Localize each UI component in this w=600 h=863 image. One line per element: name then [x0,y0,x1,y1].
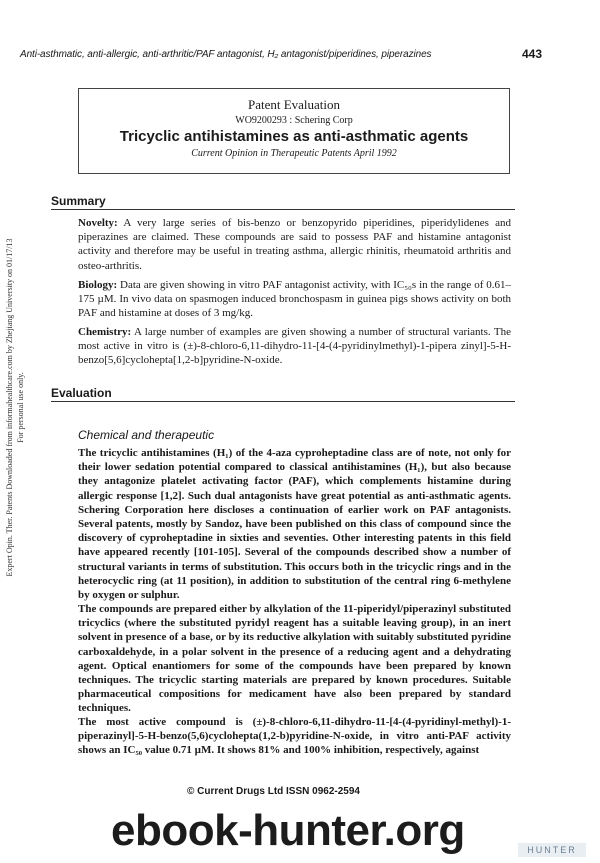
article-title: Tricyclic antihistamines as anti-asthmatic agents [119,128,469,145]
evaluation-paragraph-1: The tricyclic antihistamines (H₁) of the 4-aza cyproheptadine class are of note, not only for their lower sedation potential compared to classical antihistamines (H₁), but also because they antagonize platelet activating factor (PAF), which complements histamine during allergic response [1,2]. Such dual antagonists have great potential as anti-asthmatic agents. Schering Corporation here discloses a continuation of earlier work on PAF antagonists. Several patents, mostly by Sandoz, have been published on this class of compound since the discovery of cyproheptadine in sixties and seventies. Other interesting patents in this field have appeared recently [101-105]. Several of the compounds described show a number of structural variants in terms of substitution. This occurs both in the tricyclic rings and in the heterocyclic ring (at 11 position), in addition to substitution of the central ring 6-methylene by oxygen or sulphur. [78,447,511,602]
evaluation-rule [51,401,515,402]
box-label: Patent Evaluation [247,97,341,112]
summary-heading: Summary [51,194,106,208]
novelty-text: A very large series of bis-benzo or benzopyrido piperidines, piperidylidenes and piperazines are claimed. These compounds are said to possess PAF and histamine antagonist activity and therefore may be useful in treating asthma, allergic rhinitis, rheumatoid arthritis and osteo-arthritis. [78,217,511,272]
biology-text: Data are given showing in vitro PAF antagonist activity, with IC₅₀s in the range of 0.61–175 µM. In vivo data on spasmogen induced bronchospasm in guinea pigs shows activity on both PAF and histamine at doses of 3 mg/kg. [78,279,512,320]
side-note-line2: For personal use only. [16,372,25,443]
summary-rule [51,209,515,210]
evaluation-paragraph-2: The compounds are prepared either by alkylation of the 11-piperidyl/piperazinyl substituted tricyclics (where the substituted pyridyl reagent has a suitable leaving group), in an inert solvent in presence of a base, or by its reductive alkylation with suitably substituted pyridine carboxaldehyde, in a polar solvent in the presence of a reducing agent and a dehydrating agent. Optical enantiomers for some of the compounds have been prepared by known techniques. The tricyclic starting materials are prepared by known procedures. Suitable pharmaceutical compositions for medicament have also been prepared by standard techniques. [78,603,512,715]
watermark-text: ebook-hunter.org [111,806,465,855]
biology-paragraph [78,278,511,321]
chemistry-lead: Chemistry: [78,326,132,338]
title-box [78,88,510,174]
side-download-note [4,235,38,580]
evaluation-paragraph-3: The most active compound is (±)-8-chloro-6,11-dihydro-11-[4-(4-pyridinyl-methyl)-1-piperazinyl]-5-H-benzo(5,6)cyclohepta(1,2-b)pyridine-N-oxide, in vitro anti-PAF activity shows an IC₅₀ value 0.71 µM. It shows 81% and 100% inhibition, respectively, against [78,716,511,757]
watermark-badge: HUNTER [518,843,586,857]
running-head: Anti-asthmatic, anti-allergic, anti-arthritic/PAF antagonist, H₂ antagonist/piperidines, piperazines [20,49,432,60]
page-number: 443 [522,47,543,61]
side-note-line1: Expert Opin. Ther. Patents Downloaded from informahealthcare.com by Zhejiang University on 01/17/13 [5,238,14,577]
chemistry-text: A large number of examples are given showing a number of structural variants. The most active in vitro is (±)-8-chloro-6,11-dihydro-11-[4-(4-pyridinylmethyl)-1-pipera zinyl]-5-H-benzo[5,6]cyclohepta[1,2-b]pyridine-N-oxide. [78,326,511,367]
novelty-paragraph [78,216,511,273]
novelty-lead: Novelty: [78,217,118,229]
evaluation-heading: Evaluation [51,386,112,400]
article-source: Current Opinion in Therapeutic Patents April 1992 [191,148,397,159]
evaluation-subheading: Chemical and therapeutic [78,428,215,442]
publication-number: WO9200293 : Schering Corp [235,115,353,126]
chemistry-paragraph [78,325,511,368]
footer-copyright: © Current Drugs Ltd ISSN 0962-2594 [187,786,360,797]
biology-lead: Biology: [78,279,118,291]
